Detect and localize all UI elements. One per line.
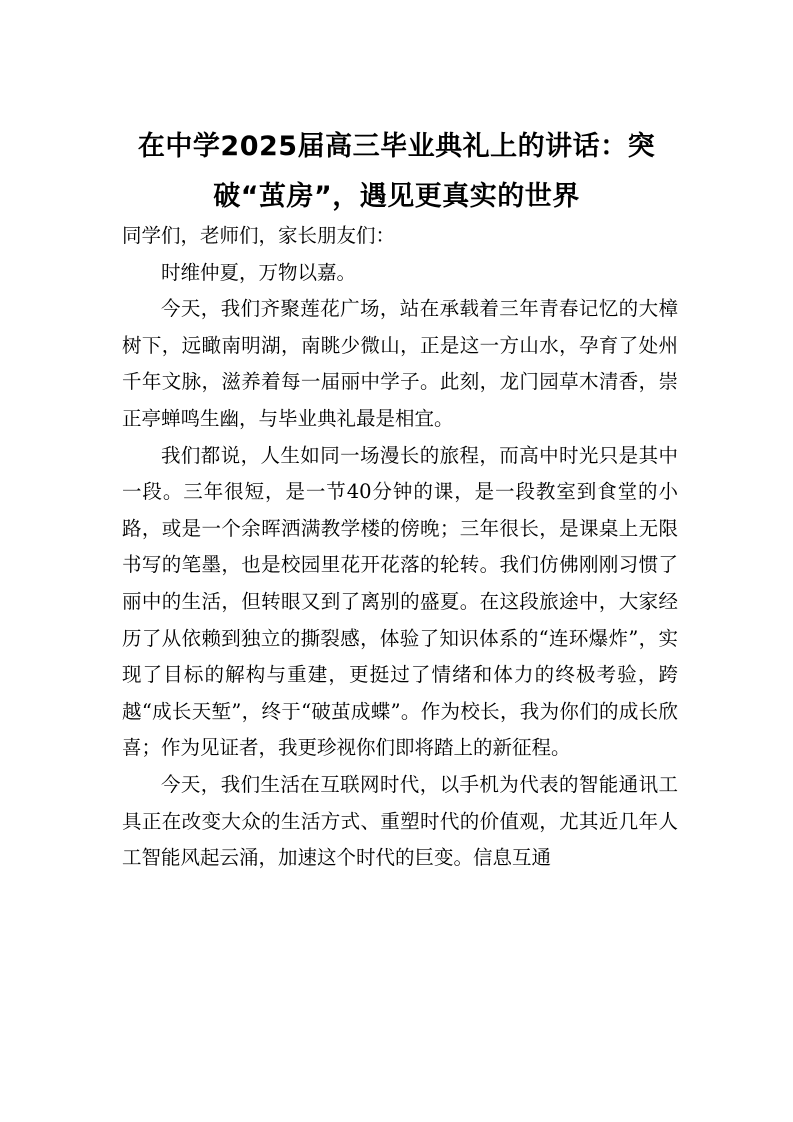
paragraph-4: 今天，我们生活在互联网时代，以手机为代表的智能通讯工具正在改变大众的生活方式、重塑时代的价值观，尤其近几年人工智能风起云涌，加速这个时代的巨变。信息互通	[122, 772, 678, 870]
document-title: 在中学2025届高三毕业典礼上的讲话：突破“茧房”，遇见更真实的世界	[137, 131, 656, 212]
paragraph-2: 今天，我们齐聚莲花广场，站在承载着三年青春记忆的大樟树下，远瞰南明湖，南眺少微山，正是这一方山水，孕育了处州千年文脉，滋养着每一届丽中学子。此刻，龙门园草木清香，崇正亭蝉鸣生幽，与毕业典礼最是相宜。	[122, 297, 678, 430]
document-body	[122, 218, 678, 877]
salutation: 同学们，老师们，家长朋友们：	[122, 224, 396, 247]
paragraph-3: 我们都说，人生如同一场漫长的旅程，而高中时光只是其中一段。三年很短，是一节40分钟的课，是一段教室到食堂的小路，或是一个余晖洒满教学楼的傍晚；三年很长，是课桌上无限书写的笔墨，也是校园里花开花落的轮转。我们仿佛刚刚习惯了丽中的生活，但转眼又到了离别的盛夏。在这段旅途中，大家经历了从依赖到独立的撕裂感，体验了知识体系的“连环爆炸”，实现了目标的解构与重建，更挺过了情绪和体力的终极考验，跨越“成长天堑”，终于“破茧成蝶”。作为校长，我为你们的成长欣喜；作为见证者，我更珍视你们即将踏上的新征程。	[122, 443, 678, 760]
paragraph-1: 时维仲夏，万物以嘉。	[161, 260, 357, 284]
